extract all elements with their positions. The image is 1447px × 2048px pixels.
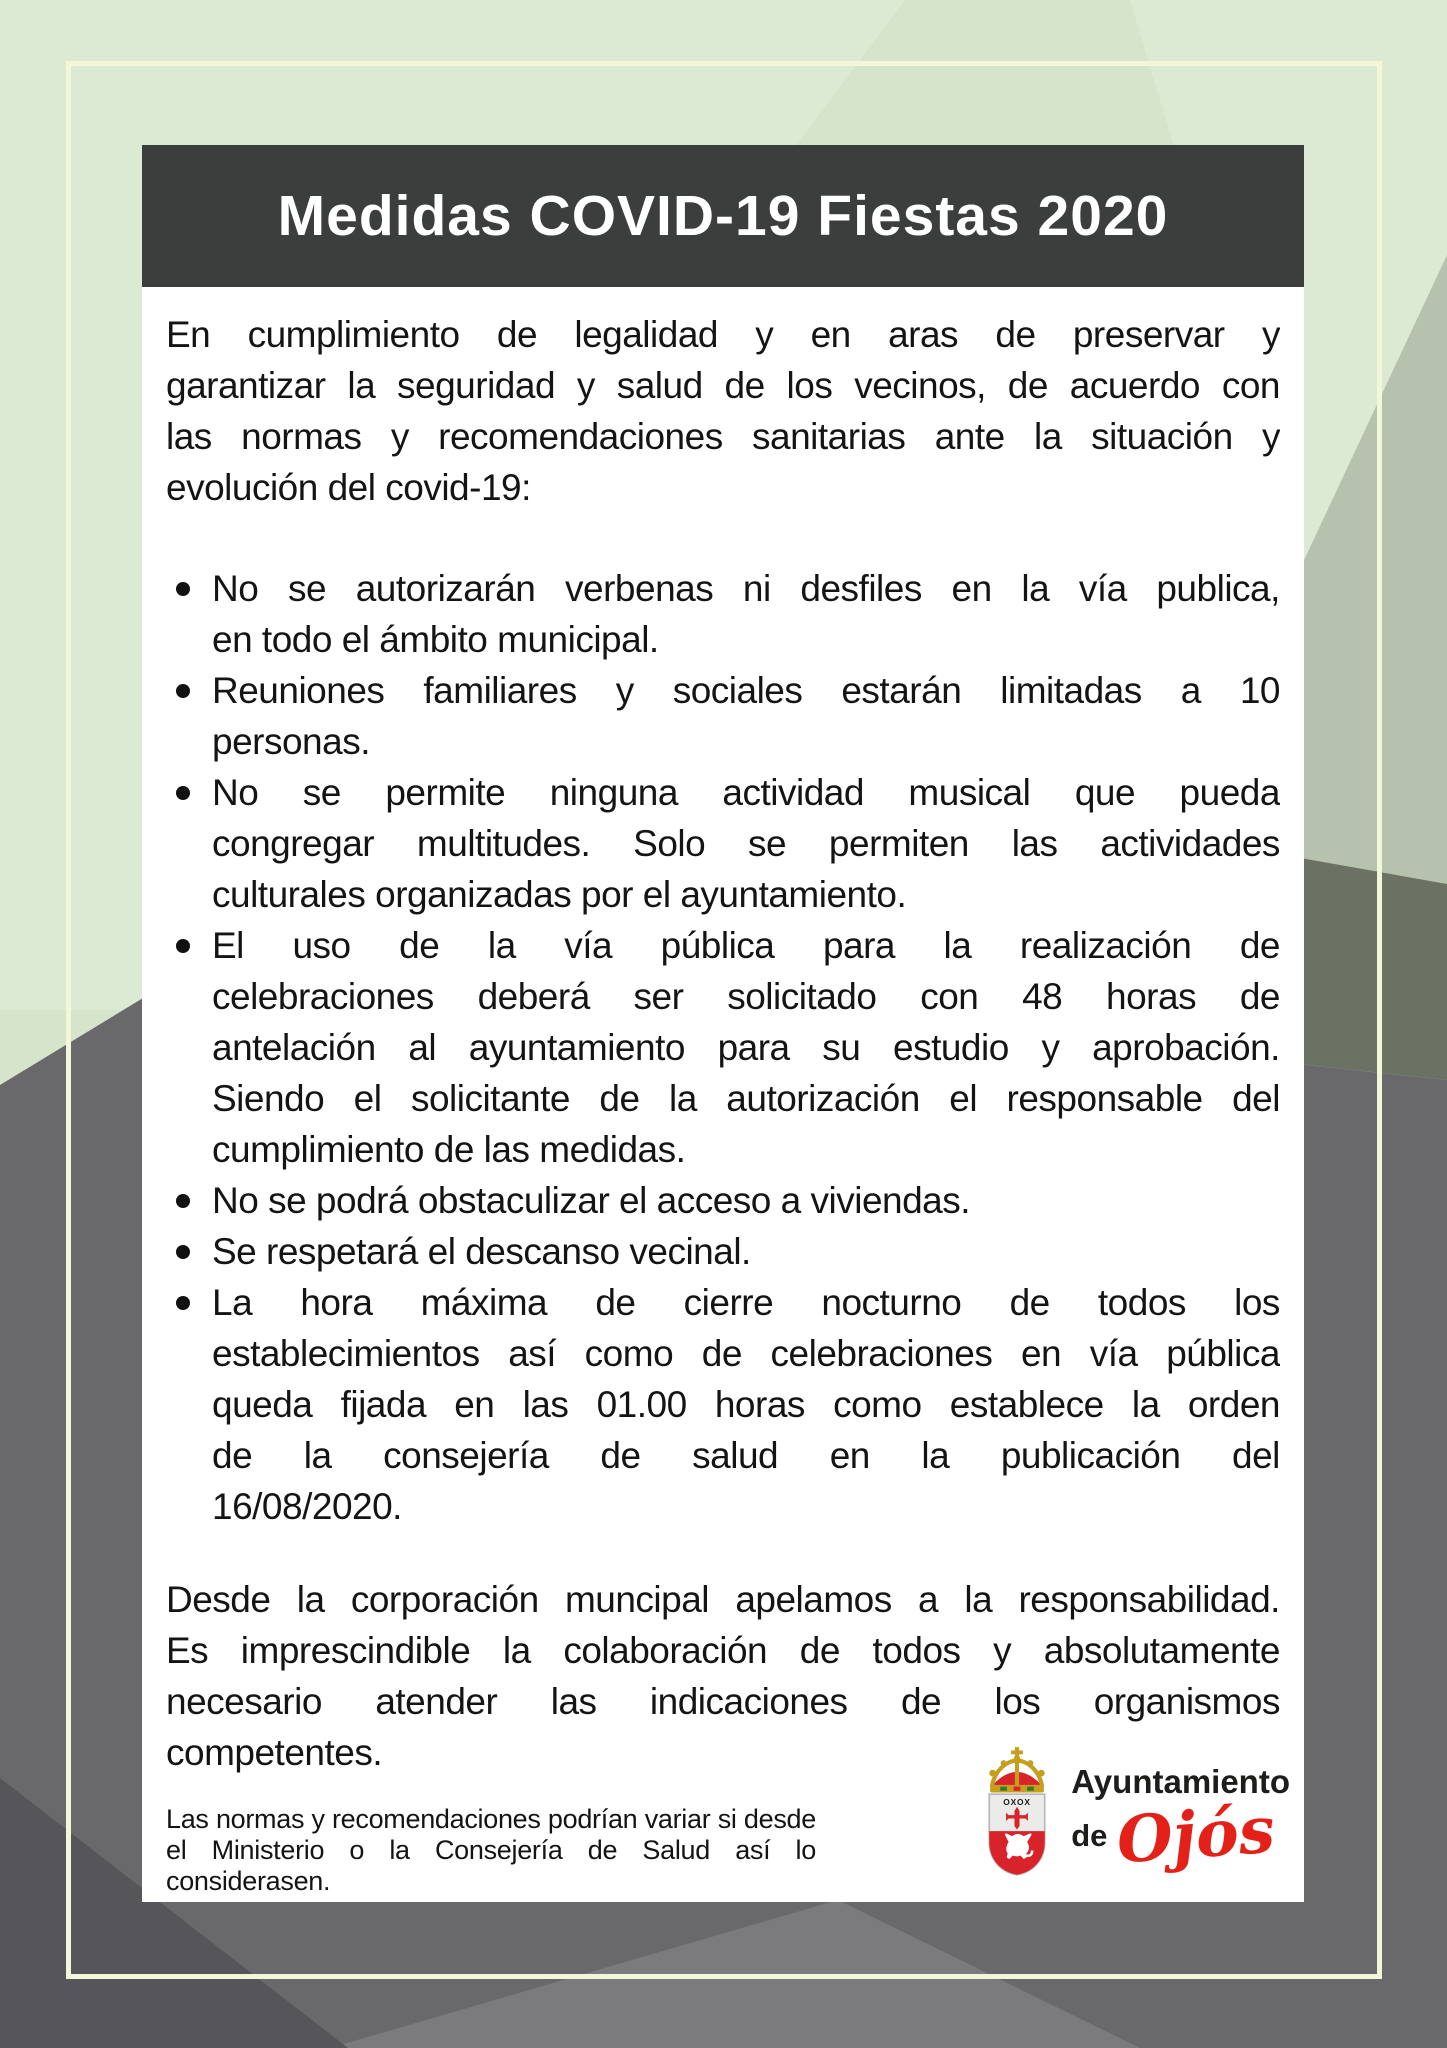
text-line: En cumplimiento de legalidad y en aras de preservar y — [166, 314, 1280, 355]
bullet-text — [212, 1226, 1280, 1277]
logo-text — [1071, 1762, 1290, 1878]
municipality-logo — [975, 1738, 1290, 1894]
text-line: Desde la corporación muncipal apelamos a la responsabilidad. — [166, 1579, 1280, 1620]
text-line: No se permite ninguna actividad musical que pueda — [212, 772, 1280, 813]
logo-municipality: Ojós — [1114, 1792, 1278, 1878]
text-line: evolución del covid-19: — [166, 467, 531, 508]
text-line: Es imprescindible la colaboración de todos y absolutamente — [166, 1630, 1280, 1671]
logo-org-name: Ayuntamiento — [1071, 1762, 1290, 1800]
text-line: las normas y recomendaciones sanitarias ante la situación y — [166, 416, 1280, 457]
list-item — [166, 1277, 1280, 1532]
announcement-card — [142, 145, 1304, 1902]
text-line: Se respetará el descanso vecinal. — [212, 1231, 751, 1272]
text-line: La hora máxima de cierre nocturno de todos los — [212, 1282, 1280, 1323]
text-line: culturales organizadas por el ayuntamiento. — [212, 874, 907, 915]
text-line: necesario atender las indicaciones de los organismos — [166, 1681, 1280, 1722]
list-item — [166, 767, 1280, 920]
bullet-dot-icon — [176, 920, 212, 1175]
bullet-text — [212, 665, 1280, 767]
bullet-dot-icon — [176, 767, 212, 920]
intro-paragraph — [166, 309, 1280, 513]
text-line: No se autorizarán verbenas ni desfiles en la vía publica, — [212, 568, 1280, 609]
text-line: No se podrá obstaculizar el acceso a viviendas. — [212, 1180, 971, 1221]
text-line: establecimientos así como de celebraciones en vía pública — [212, 1333, 1280, 1374]
bullet-text — [212, 1175, 1280, 1226]
text-line: celebraciones deberá ser solicitado con 48 horas de — [212, 976, 1280, 1017]
text-line: congregar multitudes. Solo se permiten las actividades — [212, 823, 1280, 864]
list-item — [166, 665, 1280, 767]
text-line: garantizar la seguridad y salud de los vecinos, de acuerdo con — [166, 365, 1280, 406]
list-item — [166, 920, 1280, 1175]
text-line: antelación al ayuntamiento para su estudio y aprobación. — [212, 1027, 1280, 1068]
text-line: Reuniones familiares y sociales estarán limitadas a 10 — [212, 670, 1280, 711]
text-line: El uso de la vía pública para la realización de — [212, 925, 1280, 966]
card-body — [142, 309, 1304, 1897]
text-line: cumplimiento de las medidas. — [212, 1129, 686, 1170]
bullet-dot-icon — [176, 563, 212, 665]
bullet-dot-icon — [176, 1175, 212, 1226]
text-line: 16/08/2020. — [212, 1486, 402, 1527]
page-title: Medidas COVID-19 Fiestas 2020 — [277, 184, 1169, 248]
list-item — [166, 1175, 1280, 1226]
text-line: en todo el ámbito municipal. — [212, 619, 659, 660]
list-item — [166, 563, 1280, 665]
logo-de: de — [1071, 1818, 1108, 1853]
text-line: personas. — [212, 721, 370, 762]
bullet-text — [212, 563, 1280, 665]
text-line: Siendo el solicitante de la autorización el responsable del — [212, 1078, 1280, 1119]
bullet-text — [212, 767, 1280, 920]
text-line: considerasen. — [166, 1866, 331, 1896]
list-item — [166, 1226, 1280, 1277]
text-line: queda fijada en las 01.00 horas como establece la orden — [212, 1384, 1280, 1425]
shield-motto: OXOX — [1003, 1797, 1031, 1808]
title-banner — [142, 145, 1304, 287]
bullet-text — [212, 1277, 1280, 1532]
text-line: Las normas y recomendaciones podrían variar si desde — [166, 1804, 816, 1834]
disclaimer-paragraph — [166, 1804, 816, 1897]
text-line: el Ministerio o la Consejería de Salud así lo — [166, 1835, 816, 1865]
logo-org-row2 — [1071, 1792, 1290, 1878]
bullet-dot-icon — [176, 1226, 212, 1277]
text-line: competentes. — [166, 1732, 383, 1773]
measures-list — [166, 563, 1280, 1532]
ojos-coat-of-arms-icon — [975, 1738, 1059, 1894]
text-line: de la consejería de salud en la publicación del — [212, 1435, 1280, 1476]
bullet-text — [212, 920, 1280, 1175]
bullet-dot-icon — [176, 1277, 212, 1532]
bullet-dot-icon — [176, 665, 212, 767]
